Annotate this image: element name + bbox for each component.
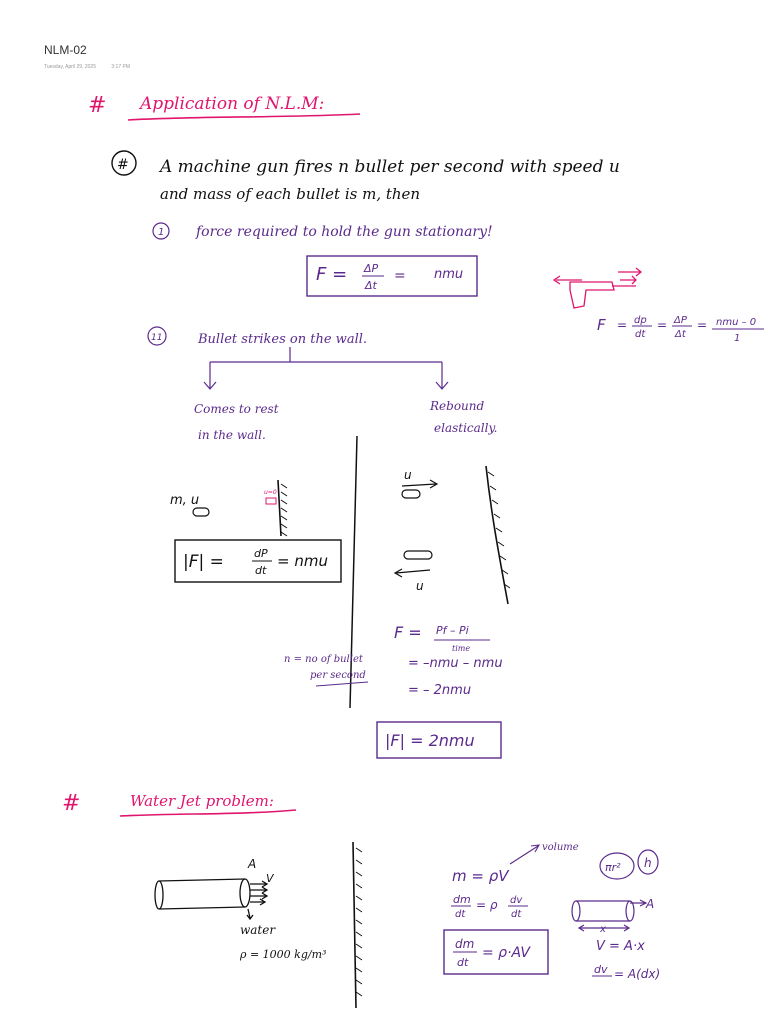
box1-den: Δt: [365, 279, 377, 292]
item-marker: #: [117, 157, 129, 173]
volume-arrow: [510, 845, 539, 864]
section1-heading-underline: [128, 114, 360, 120]
f-num: Pf – Pi: [436, 624, 469, 637]
case-divider: [350, 436, 357, 708]
left-wall-hatch: [281, 484, 287, 536]
dv-num: dv: [510, 895, 523, 906]
cylinder-label-a: A: [646, 897, 655, 911]
box4-den: dt: [457, 956, 469, 969]
branch-right-1: Rebound: [430, 399, 485, 413]
dm-den: dt: [455, 909, 466, 920]
jet-wall-hatch: [356, 848, 362, 996]
page-title: NLM-02: [44, 43, 87, 57]
q1-marker: 1: [158, 227, 165, 238]
box4-num: dm: [455, 937, 475, 951]
side-Dt: Δt: [675, 329, 686, 340]
side-dp: dp: [634, 315, 647, 326]
pipe-sketch: [155, 879, 267, 919]
f-line-2: = –nmu – nmu: [408, 656, 503, 671]
side-eq2: =: [657, 318, 668, 332]
right-u-top: u: [404, 468, 412, 482]
left-embedded-bullet: [266, 498, 276, 504]
branch-left-1: Comes to rest: [194, 402, 279, 416]
right-wall: [486, 466, 508, 604]
left-wall: [278, 480, 281, 536]
branch-diagram: [204, 347, 448, 389]
circled-text-1: πr²: [605, 861, 621, 874]
n-note-1: n = no of bullet: [284, 654, 363, 665]
f-lhs: F =: [394, 623, 422, 642]
dm-eq: = ρ: [476, 898, 498, 912]
volume-label: volume: [542, 842, 579, 853]
box1-num: ΔP: [364, 262, 379, 275]
n-note-underline: [316, 682, 368, 686]
side-den: 1: [734, 333, 741, 344]
side-eq3: =: [697, 318, 708, 332]
left-mu-label: m, u: [170, 493, 200, 508]
pipe-label-v: V: [266, 872, 274, 885]
v-ax-eq: V = A·x: [596, 939, 645, 954]
box1-lhs: F =: [316, 264, 348, 285]
cylinder-sketch: [572, 900, 646, 931]
right-arrow-bottom: [395, 569, 430, 577]
box4-rhs: = ρ·AV: [482, 945, 530, 961]
n-note-2: per second: [310, 670, 366, 681]
pipe-label-a: A: [248, 857, 257, 871]
f-line-3: = – 2nmu: [408, 683, 472, 698]
q2-marker: 11: [151, 333, 163, 343]
box2-den: dt: [255, 564, 267, 577]
side-dt: dt: [635, 329, 646, 340]
branch-right-2: elastically.: [434, 421, 498, 435]
dv2-num: dv: [594, 963, 608, 976]
section2-heading: Water Jet problem:: [130, 792, 274, 810]
side-DP: ΔP: [674, 315, 687, 326]
box2-num: dP: [254, 547, 268, 560]
circled-text-2: h: [644, 856, 652, 870]
box3-text: |F| = 2nmu: [385, 731, 475, 750]
right-wall-hatch: [488, 472, 510, 588]
dv-den: dt: [511, 909, 522, 920]
section1-marker: #: [88, 93, 107, 118]
branch-left-2: in the wall.: [198, 428, 266, 442]
right-u-bottom: u: [416, 579, 424, 593]
box1-eq: =: [394, 268, 406, 284]
jet-wall: [353, 842, 356, 1008]
dv2-rhs: = A(dx): [614, 967, 661, 981]
pipe-label-rho: ρ = 1000 kg/m³: [240, 948, 327, 961]
problem-line-1: A machine gun fires n bullet per second with speed u: [160, 157, 620, 177]
section2-marker: #: [62, 791, 81, 816]
section2-heading-underline: [120, 810, 296, 816]
side-f: F: [597, 316, 606, 334]
box1-rhs: nmu: [434, 267, 464, 282]
side-eq1: =: [617, 318, 628, 332]
dm-num: dm: [453, 893, 471, 906]
box2-rhs: = nmu: [277, 552, 328, 570]
page-time: 3:17 PM: [111, 64, 130, 70]
m-eq: m = ρV: [452, 867, 509, 885]
right-bullet-top: [402, 490, 420, 498]
cylinder-label-x: x: [600, 924, 606, 935]
box2-lhs: |F| =: [183, 552, 224, 572]
left-bullet: [193, 508, 209, 516]
q2-text: Bullet strikes on the wall.: [198, 332, 368, 347]
section1-heading: Application of N.L.M:: [140, 94, 325, 114]
problem-line-2: and mass of each bullet is m, then: [160, 185, 421, 203]
left-small-label: u=0: [264, 489, 277, 496]
right-bullet-bottom: [404, 551, 432, 559]
f-den: time: [452, 644, 471, 653]
q1-text: force required to hold the gun stationary!: [196, 224, 493, 240]
gun-sketch: [554, 268, 641, 308]
pipe-label-water: water: [240, 923, 276, 937]
side-num: nmu – 0: [716, 317, 757, 328]
page-date: Tuesday, April 29, 2025: [44, 64, 96, 70]
